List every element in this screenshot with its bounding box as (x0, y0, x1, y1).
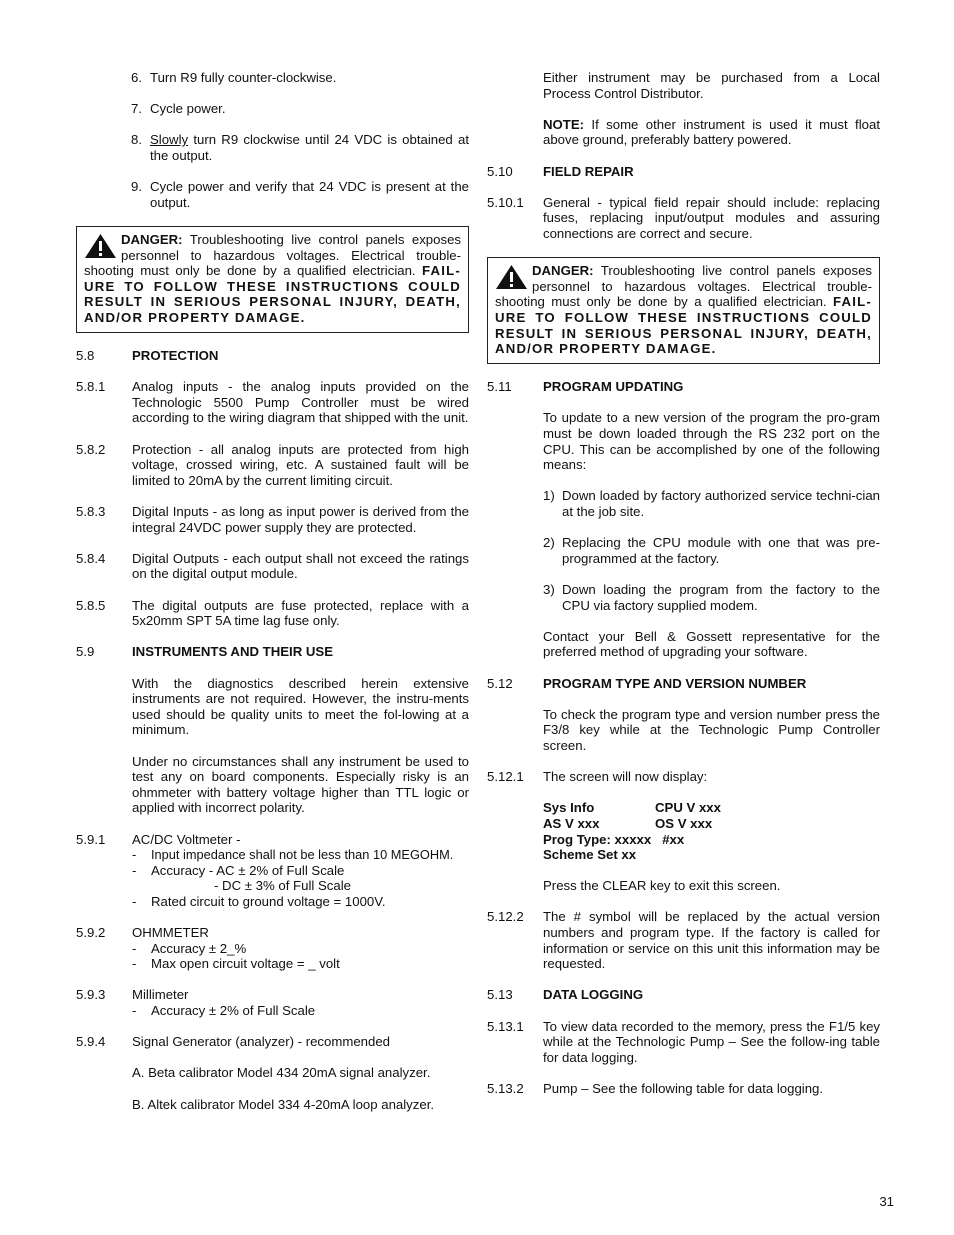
danger-label: DANGER: (532, 263, 594, 279)
section-5-8-5: 5.8.5 The digital outputs are fuse protected, replace with a 5x20mm SPT 5A time lag fuse only. (76, 597, 469, 629)
list-item: - Accuracy ± 2_% (132, 940, 247, 956)
danger-warning: FAIL-URE TO FOLLOW THESE INSTRUCTIONS COULD RESULT IN SERIOUS PERSONAL INJURY, DEATH, AND/OR PROPERTY DAMAGE. (84, 263, 461, 325)
list-item: 1) Down loaded by factory authorized service techni-cian at the job site. (543, 488, 880, 520)
section-title: PROGRAM UPDATING (543, 379, 684, 395)
section-5-10-1: 5.10.1 General - typical field repair should include: replacing fuses, replacing input/output modules and assuring connections are correct and secure. (487, 194, 880, 241)
section-title: PROGRAM TYPE AND VERSION NUMBER (543, 675, 807, 691)
list-item: 3) Down loading the program from the factory to the CPU via factory supplied modem. (543, 582, 880, 613)
step-list (76, 70, 469, 210)
right-column (487, 70, 880, 1112)
step-7: 7. Cycle power. (131, 101, 226, 117)
left-column (76, 70, 469, 1128)
section-5-8-1: 5.8.1 Analog inputs - the analog inputs provided on the Technologic 5500 Pump Controller must be wired according to the wiring diagram that shipped with the unit. (76, 379, 469, 426)
danger-text: Troubleshooting live control panels exposes personnel to hazardous voltages. Electrical trouble-shooting must only be done by a qualified electrician. (84, 231, 461, 279)
danger-box (487, 257, 880, 364)
warning-triangle-icon (495, 264, 528, 290)
step-6: 6. Turn R9 fully counter-clockwise. (131, 70, 337, 85)
paragraph: Either instrument may be purchased from a Local Process Control Distributor. (543, 70, 880, 101)
section-5-9-2: 5.9.2 OHMMETER - Accuracy ± 2_% - Max open circuit voltage = _ volt (76, 925, 469, 972)
danger-label: DANGER: (121, 231, 183, 247)
section-5-8-3: 5.8.3 Digital Inputs - as long as input power is derived from the integral 24VDC power supply they are protected. (76, 504, 469, 535)
step-8: 8. Slowly turn R9 clockwise until 24 VDC is obtained at the output. (131, 132, 469, 163)
section-5-8-4: 5.8.4 Digital Outputs - each output shall not exceed the ratings on the digital output module. (76, 550, 469, 582)
warning-triangle-icon (84, 233, 117, 259)
paragraph: To check the program type and version number press the F3/8 key while at the Technologic Pump Controller screen. (543, 706, 880, 753)
paragraph: Contact your Bell & Gossett representative for the preferred method of upgrading your software. (543, 628, 880, 660)
section-5-8-2: 5.8.2 Protection - all analog inputs are protected from high voltage, crossed wiring, etc. A sustained fault will be limited to 20mA by the current limiting circuit. (76, 441, 469, 488)
danger-text: Troubleshooting live control panels exposes personnel to hazardous voltages. Electrical trouble-shooting must only be done by a qualified electrician. (495, 263, 872, 310)
section-title: FIELD REPAIR (543, 163, 634, 179)
paragraph: B. Altek calibrator Model 334 4-20mA loop analyzer. (132, 1096, 435, 1112)
list-item: - Input impedance shall not be less than 10 MEGOHM. (132, 847, 454, 863)
section-5-9-3: 5.9.3 Millimeter - Accuracy ± 2% of Full Scale (76, 987, 469, 1018)
section-5-13-2: 5.13.2 Pump – See the following table for data logging. (487, 1081, 824, 1096)
section-title: INSTRUMENTS AND THEIR USE (132, 644, 333, 660)
page-number: 31 (879, 1194, 894, 1209)
section-5-13-1: 5.13.1 To view data recorded to the memory, press the F1/5 key while at the Technologic Pump – See the follow-ing table for data logging. (487, 1018, 880, 1065)
list-item-continued: - DC ± 3% of Full Scale (214, 878, 351, 894)
list-item: - Accuracy ± 2% of Full Scale (132, 1003, 316, 1019)
paragraph: A. Beta calibrator Model 434 20mA signal analyzer. (132, 1065, 431, 1081)
list-item: - Rated circuit to ground voltage = 1000V. (132, 893, 386, 909)
list-item: 2) Replacing the CPU module with one that was pre-programmed at the factory. (543, 535, 880, 566)
danger-warning: FAIL-URE TO FOLLOW THESE INSTRUCTIONS COULD RESULT IN SERIOUS PERSONAL INJURY, DEATH, AND/OR PROPERTY DAMAGE. (495, 294, 872, 357)
list-item: - Max open circuit voltage = _ volt (132, 956, 340, 972)
section-title: DATA LOGGING (543, 987, 644, 1003)
section-5-12-2: 5.12.2 The # symbol will be replaced by the actual version numbers and program type. If the factory is called for information or service on this unit this information may be requested. (487, 909, 880, 972)
note-label: NOTE: (543, 116, 585, 132)
section-5-9: 5.9 INSTRUMENTS AND THEIR USE (76, 644, 333, 660)
means-list (487, 488, 880, 613)
section-5-10: 5.10 FIELD REPAIR (487, 163, 634, 179)
section-5-13: 5.13 DATA LOGGING (487, 987, 644, 1003)
list-item: - Accuracy - AC ± 2% of Full Scale (132, 862, 345, 878)
paragraph: Press the CLEAR key to exit this screen. (543, 878, 781, 894)
danger-box (76, 226, 469, 333)
paragraph: Under no circumstances shall any instrument be used to test any on board components. Especially risky is an ohmmeter with battery voltage higher than TTL logic or applied with incorrect polarity. (132, 753, 469, 816)
note-paragraph: NOTE: If some other instrument is used it must float above ground, preferably battery powered. (543, 116, 880, 148)
section-title: PROTECTION (132, 348, 219, 364)
section-5-12: 5.12 PROGRAM TYPE AND VERSION NUMBER (487, 675, 807, 691)
section-5-12-1: 5.12.1 The screen will now display: (487, 769, 708, 785)
paragraph: With the diagnostics described herein extensive instruments are not required. However, the instru-ments used should be quality units to meet the fol-lowing at a minimum. (132, 675, 469, 738)
section-5-9-4: 5.9.4 Signal Generator (analyzer) - recommended (76, 1034, 391, 1050)
section-5-11: 5.11 PROGRAM UPDATING (487, 379, 684, 395)
section-5-9-1: 5.9.1 AC/DC Voltmeter - - Input impedance shall not be less than 10 MEGOHM. - Accuracy - AC ± 2% of Full Scale - DC ± 3% of Full Scale - Rated circuit to ground voltage = 1000V. (76, 832, 469, 910)
paragraph: To update to a new version of the program the pro-gram must be down loaded through the RS 232 port on the CPU. This can be accomplished by one of the following means: (543, 410, 880, 473)
step-9: 9. Cycle power and verify that 24 VDC is present at the output. (131, 179, 469, 210)
screen-display-block: Sys Info CPU V xxx AS V xxx OS V xxx Prog Type: xxxxx #xx Scheme Set xx (543, 800, 721, 863)
section-5-8: 5.8 PROTECTION (76, 348, 219, 364)
